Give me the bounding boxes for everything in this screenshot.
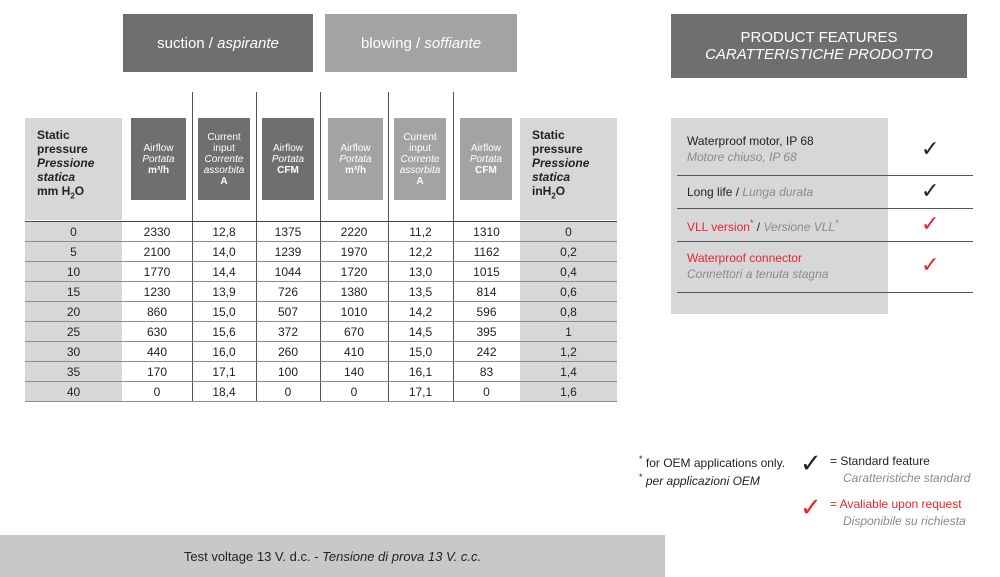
- unit-subscript: 2: [70, 191, 75, 201]
- header-line: Airflow: [272, 142, 303, 154]
- table-cell: 18,4: [192, 382, 256, 402]
- table-cell: 14,5: [388, 322, 453, 342]
- unit-label: CFM: [277, 164, 299, 176]
- check-icon: ✓: [921, 137, 940, 162]
- static-pressure-inh2o-header: [520, 118, 617, 220]
- header-line: Current: [207, 131, 241, 143]
- table-cell: 814: [453, 282, 520, 302]
- unit-label-end: O: [555, 184, 566, 198]
- table-cell: 1770: [122, 262, 192, 282]
- table-cell: 0: [25, 222, 122, 242]
- unit-label: A: [416, 175, 424, 187]
- header-line-it: Pressione: [37, 156, 95, 170]
- table-cell: 507: [256, 302, 320, 322]
- feature-label: Waterproof connector: [687, 251, 802, 265]
- oem-note: [639, 454, 785, 470]
- feature-label: VLL version* / Versione VLL*: [687, 218, 839, 234]
- airflow-cfm-header: [262, 118, 314, 200]
- table-cell: 12,8: [192, 222, 256, 242]
- table-cell: 0: [453, 382, 520, 402]
- oem-asterisk: *: [749, 218, 754, 228]
- header-line-it: Corrente: [400, 153, 440, 165]
- check-icon: ✓: [921, 253, 940, 278]
- table-cell: 670: [320, 322, 388, 342]
- oem-asterisk: *: [639, 454, 643, 464]
- table-cell: 13,0: [388, 262, 453, 282]
- table-row: [25, 382, 617, 402]
- request-check-icon: ✓: [800, 493, 822, 523]
- table-cell: 1: [520, 322, 617, 342]
- unit-label: mm H: [37, 184, 71, 198]
- blowing-label-it: soffiante: [424, 34, 482, 52]
- header-line-it: Portata: [339, 153, 372, 165]
- table-cell: 242: [453, 342, 520, 362]
- table-cell: 260: [256, 342, 320, 362]
- oem-asterisk: *: [639, 472, 643, 482]
- header-line-it: Portata: [271, 153, 305, 165]
- table-cell: 13,9: [192, 282, 256, 302]
- features-title-it: CARATTERISTICHE PRODOTTO: [705, 46, 933, 63]
- standard-feature-label-it: Caratteristiche standard: [843, 471, 971, 485]
- performance-table: [25, 221, 617, 402]
- standard-feature-label: = Standard feature: [830, 454, 930, 468]
- table-cell: 17,1: [192, 362, 256, 382]
- table-cell: 0,2: [520, 242, 617, 262]
- header-line-it: Corrente: [204, 153, 244, 165]
- current-input-header: [198, 118, 250, 200]
- table-row: [25, 262, 617, 282]
- features-header: [671, 14, 967, 78]
- feature-label-it: Lunga durata: [742, 185, 814, 199]
- table-cell: 83: [453, 362, 520, 382]
- unit-label: CFM: [475, 164, 497, 176]
- oem-note-en: for OEM applications only.: [645, 456, 786, 470]
- blowing-label: blowing: [360, 34, 412, 52]
- table-row: [25, 302, 617, 322]
- suction-label: suction: [157, 34, 205, 52]
- table-cell: 30: [25, 342, 122, 362]
- table-cell: 440: [122, 342, 192, 362]
- feature-label-en: VLL version: [687, 220, 750, 234]
- request-label-it: Disponibile su richiesta: [843, 514, 966, 528]
- table-cell: 0: [520, 222, 617, 242]
- table-cell: 15: [25, 282, 122, 302]
- header-line: Current: [403, 131, 437, 143]
- suction-label-it: aspirante: [217, 34, 279, 52]
- footer-it: Tensione di prova 13 V. c.c.: [322, 548, 482, 564]
- oem-note-it: [639, 472, 760, 488]
- airflow-m3h-header: [328, 118, 383, 200]
- header-line: Static: [37, 128, 70, 142]
- table-cell: 860: [122, 302, 192, 322]
- table-cell: 11,2: [388, 222, 453, 242]
- table-cell: 140: [320, 362, 388, 382]
- header-line-it: statica: [37, 170, 76, 184]
- header-line: Airflow: [340, 142, 371, 154]
- table-cell: 15,0: [192, 302, 256, 322]
- feature-label: Waterproof motor, IP 68: [687, 134, 814, 148]
- unit-label: inH: [532, 184, 552, 198]
- header-line: input: [409, 142, 431, 154]
- footer-en: Test voltage 13 V. d.c.: [183, 548, 311, 564]
- header-line: Airflow: [470, 142, 501, 154]
- table-cell: 0,4: [520, 262, 617, 282]
- table-cell: 0: [320, 382, 388, 402]
- table-cell: 1044: [256, 262, 320, 282]
- table-cell: 14,0: [192, 242, 256, 262]
- check-icon: ✓: [921, 212, 940, 237]
- table-cell: 1239: [256, 242, 320, 262]
- table-cell: 16,0: [192, 342, 256, 362]
- table-cell: 17,1: [388, 382, 453, 402]
- feature-label-it: Motore chiuso, IP 68: [687, 150, 797, 164]
- test-voltage-footer: [0, 535, 665, 577]
- table-cell: 0: [256, 382, 320, 402]
- feature-row: [677, 242, 973, 293]
- table-cell: 2100: [122, 242, 192, 262]
- unit-label: A: [220, 175, 228, 187]
- unit-subscript: 2: [551, 191, 556, 201]
- header-line-it: assorbita: [203, 164, 245, 176]
- feature-label-it: Connettori a tenuta stagna: [687, 267, 829, 281]
- table-cell: 1,4: [520, 362, 617, 382]
- table-cell: 14,4: [192, 262, 256, 282]
- table-cell: 1010: [320, 302, 388, 322]
- header-line: pressure: [37, 142, 88, 156]
- blowing-header: blowing / soffiante: [325, 14, 517, 72]
- table-cell: 596: [453, 302, 520, 322]
- header-line-it: Portata: [142, 153, 175, 165]
- table-row: [25, 362, 617, 382]
- features-title: PRODUCT FEATURES: [740, 29, 898, 46]
- table-cell: 15,6: [192, 322, 256, 342]
- table-row: [25, 282, 617, 302]
- current-input-header: [394, 118, 446, 200]
- table-cell: 630: [122, 322, 192, 342]
- table-cell: 1720: [320, 262, 388, 282]
- header-line-it: Pressione: [532, 156, 590, 170]
- header-line: input: [213, 142, 235, 154]
- feature-row: [677, 176, 973, 209]
- table-cell: 14,2: [388, 302, 453, 322]
- footer-sep: -: [310, 548, 323, 564]
- table-cell: 372: [256, 322, 320, 342]
- table-cell: 20: [25, 302, 122, 322]
- header-line: pressure: [532, 142, 583, 156]
- oem-note-it-text: per applicazioni OEM: [645, 474, 760, 488]
- header-line: Airflow: [143, 142, 174, 154]
- feature-row: [677, 128, 973, 176]
- feature-label-it: Versione VLL: [763, 220, 836, 234]
- table-cell: 12,2: [388, 242, 453, 262]
- table-cell: 35: [25, 362, 122, 382]
- table-cell: 1310: [453, 222, 520, 242]
- table-cell: 1162: [453, 242, 520, 262]
- oem-asterisk: *: [835, 218, 839, 228]
- check-icon: ✓: [921, 179, 940, 204]
- unit-label: m³/h: [344, 164, 367, 176]
- table-cell: 1380: [320, 282, 388, 302]
- feature-label-en: Long life: [687, 185, 733, 199]
- table-cell: 0,8: [520, 302, 617, 322]
- header-line-it: assorbita: [399, 164, 441, 176]
- table-cell: 0: [122, 382, 192, 402]
- table-cell: 1,6: [520, 382, 617, 402]
- table-row: [25, 222, 617, 242]
- table-cell: 25: [25, 322, 122, 342]
- feature-row: [677, 209, 973, 242]
- standard-check-icon: ✓: [800, 449, 822, 479]
- header-line: Static: [532, 128, 565, 142]
- table-cell: 395: [453, 322, 520, 342]
- feature-label: Long life / Lunga durata: [687, 185, 814, 199]
- header-line-it: statica: [532, 170, 571, 184]
- unit-label: m³/h: [147, 164, 170, 176]
- table-row: [25, 242, 617, 262]
- airflow-cfm-header: [460, 118, 512, 200]
- table-cell: 100: [256, 362, 320, 382]
- table-cell: 1015: [453, 262, 520, 282]
- table-cell: 16,1: [388, 362, 453, 382]
- table-cell: 13,5: [388, 282, 453, 302]
- table-cell: 2330: [122, 222, 192, 242]
- airflow-m3h-header: [131, 118, 186, 200]
- table-cell: 170: [122, 362, 192, 382]
- table-cell: 1375: [256, 222, 320, 242]
- table-cell: 1970: [320, 242, 388, 262]
- header-line-it: Portata: [469, 153, 503, 165]
- static-pressure-mmh2o-header: [25, 118, 122, 220]
- unit-label-end: O: [74, 184, 85, 198]
- table-cell: 10: [25, 262, 122, 282]
- table-cell: 410: [320, 342, 388, 362]
- request-label: = Avaliable upon request: [830, 497, 962, 511]
- table-cell: 1,2: [520, 342, 617, 362]
- table-cell: 0,6: [520, 282, 617, 302]
- table-cell: 15,0: [388, 342, 453, 362]
- table-row: [25, 342, 617, 362]
- table-row: [25, 322, 617, 342]
- table-cell: 40: [25, 382, 122, 402]
- suction-header: suction / aspirante: [123, 14, 313, 72]
- table-cell: 2220: [320, 222, 388, 242]
- table-cell: 5: [25, 242, 122, 262]
- table-cell: 1230: [122, 282, 192, 302]
- table-cell: 726: [256, 282, 320, 302]
